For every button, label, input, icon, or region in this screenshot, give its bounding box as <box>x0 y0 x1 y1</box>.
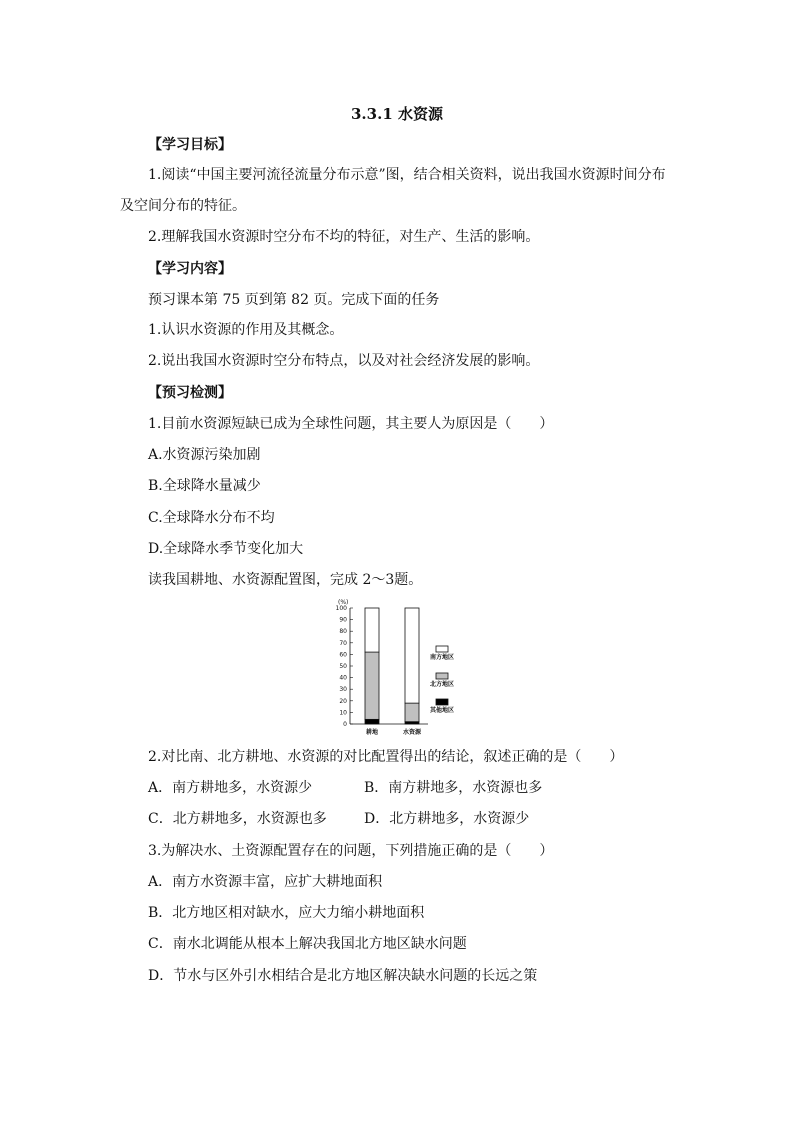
question-1-option-d: D.全球降水季节变化加大 <box>148 541 304 557</box>
section-check-heading: 【预习检测】 <box>148 385 232 401</box>
legend-label: 南方地区 <box>429 654 455 661</box>
legend-swatch <box>436 699 448 705</box>
question-1-option-b: B.全球降水量减少 <box>148 478 261 494</box>
question-1-option-c: C.全球降水分布不均 <box>148 510 275 526</box>
reading-instruction: 读我国耕地、水资源配置图，完成 2～3题。 <box>148 572 423 588</box>
question-3-option-b: B．北方地区相对缺水，应大力缩小耕地面积 <box>148 905 425 921</box>
bar-segment <box>405 703 419 722</box>
question-3-option-d: D．节水与区外引水相结合是北方地区解决缺水问题的长远之策 <box>148 968 538 984</box>
y-tick-label: 30 <box>339 686 347 694</box>
bar-segment <box>365 719 379 724</box>
question-1: 1.目前水资源短缺已成为全球性问题，其主要人为原因是（ ） <box>148 416 554 432</box>
legend-label: 北方地区 <box>429 681 455 688</box>
y-tick-label: 70 <box>339 639 347 647</box>
content-item-2: 2.说出我国水资源时空分布特点，以及对社会经济发展的影响。 <box>148 353 540 369</box>
y-tick-label: 0 <box>343 721 347 728</box>
farmland-water-chart <box>328 596 478 738</box>
question-2: 2.对比南、北方耕地、水资源的对比配置得出的结论，叙述正确的是（ ） <box>148 749 624 765</box>
legend-label: 其他地区 <box>429 707 455 714</box>
bar-segment <box>365 608 379 652</box>
y-tick-label: 10 <box>339 709 347 717</box>
y-axis-label: (%) <box>338 599 349 606</box>
legend-swatch <box>436 646 448 652</box>
category-label: 耕地 <box>365 729 379 736</box>
legend-swatch <box>436 673 448 679</box>
bar-segment <box>405 608 419 703</box>
category-label: 水资源 <box>402 729 422 736</box>
question-2-option-a: A．南方耕地多，水资源少 <box>148 780 313 796</box>
y-tick-label: 90 <box>339 616 347 624</box>
question-3-option-a: A．南方水资源丰富，应扩大耕地面积 <box>148 874 383 890</box>
content-item-1: 1.认识水资源的作用及其概念。 <box>148 322 344 338</box>
content-intro: 预习课本第 75 页到第 82 页。完成下面的任务 <box>148 292 440 308</box>
y-tick-label: 40 <box>339 674 347 682</box>
y-tick-label: 20 <box>339 697 347 705</box>
question-2-option-d: D．北方耕地多，水资源少 <box>364 811 530 827</box>
section-goals-heading: 【学习目标】 <box>148 137 232 153</box>
y-tick-label: 50 <box>339 663 347 670</box>
y-tick-label: 80 <box>339 628 347 636</box>
question-2-option-b: B．南方耕地多，水资源也多 <box>364 780 543 796</box>
question-2-option-c: C．北方耕地多，水资源也多 <box>148 811 327 827</box>
page-title: 3.3.1 水资源 <box>351 105 443 123</box>
goal-1-line-b: 及空间分布的特征。 <box>120 198 246 214</box>
question-3: 3.为解决水、土资源配置存在的问题，下列措施正确的是（ ） <box>148 843 554 859</box>
y-tick-label: 60 <box>339 651 347 659</box>
bar-segment <box>365 652 379 719</box>
y-tick-label: 100 <box>335 605 347 612</box>
section-content-heading: 【学习内容】 <box>148 261 232 277</box>
question-1-option-a: A.水资源污染加剧 <box>148 447 261 463</box>
goal-2: 2.理解我国水资源时空分布不均的特征，对生产、生活的影响。 <box>148 229 540 245</box>
goal-1-line-a: 1.阅读“中国主要河流径流量分布示意”图，结合相关资料，说出我国水资源时间分布 <box>148 167 666 183</box>
question-3-option-c: C．南水北调能从根本上解决我国北方地区缺水问题 <box>148 936 467 952</box>
